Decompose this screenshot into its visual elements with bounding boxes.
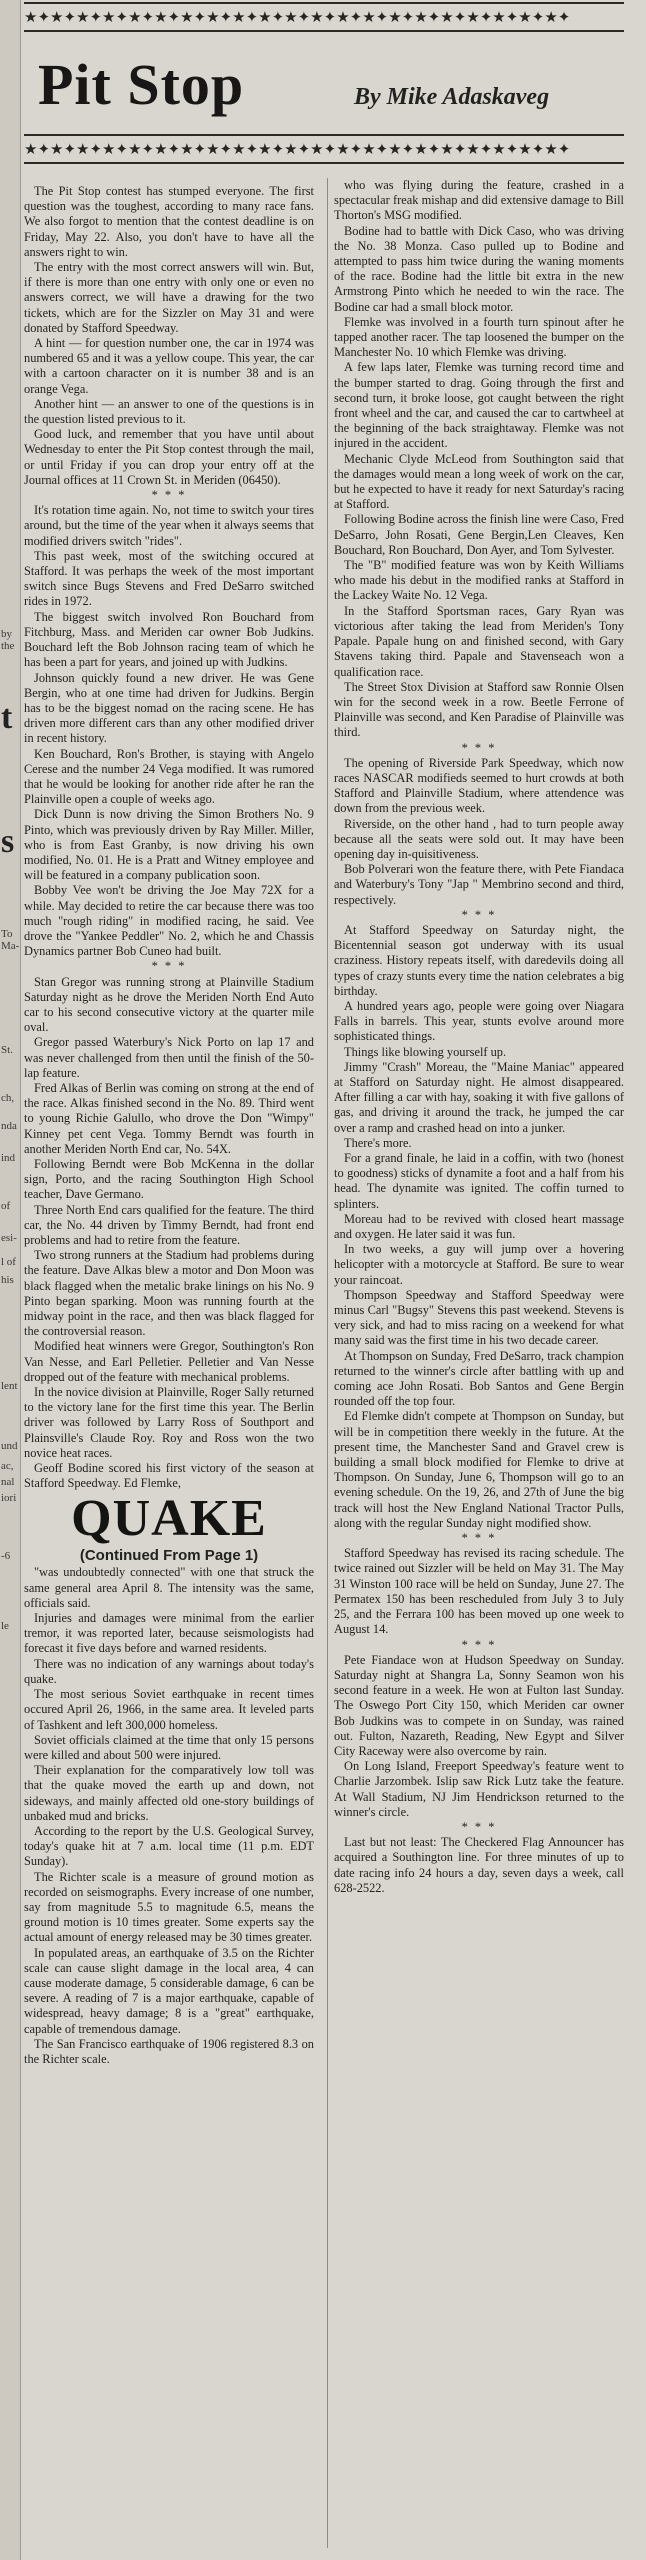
clipped-text-fragment: -6 bbox=[1, 1550, 11, 1562]
column-title: Pit Stop bbox=[38, 52, 245, 117]
quake-paragraph: Their explanation for the comparatively low toll was that the quake moved the earth up and down, not sideways, and mainly affected old one-story buildings of unbaked mud and bricks. bbox=[24, 1763, 314, 1823]
paragraph: Bodine had to battle with Dick Caso, who was driving the No. 38 Monza. Caso pulled up to Bodine and attempted to pass him twice during the waning moments of the race. Bodine had the little bit extra in the new Armstrong Pinto which he needed to win the race. The Bodine car had a small block motor. bbox=[334, 223, 624, 314]
clipped-text-fragment: ch, bbox=[1, 1092, 15, 1104]
quake-continued-label: (Continued From Page 1) bbox=[79, 1547, 259, 1565]
masthead-rule-3 bbox=[24, 134, 624, 136]
paragraph: Moreau had to be revived with closed heart massage and oxygen. He later said it was fun. bbox=[334, 1211, 624, 1242]
quake-paragraph: The Richter scale is a measure of ground motion as recorded on seismographs. Every increase of one number, say from magnitude 5.5 to magnitude 6.5, means the ground motion is 10 times greater. Some experts say the actual amount of energy released may be 30 times greater. bbox=[24, 1869, 314, 1945]
section-separator: * * * bbox=[461, 1531, 497, 1546]
paragraph: In the novice division at Plainville, Roger Sally returned to the victory lane for the first time this year. The Berlin driver was followed by Larry Ross of Southport and Plainsville's Claude Roy. Roy and Ross won the two novice heat races. bbox=[24, 1385, 314, 1460]
paragraph: Dick Dunn is now driving the Simon Brothers No. 9 Pinto, which was previously driven by Ray Miller. Miller, who is from East Granby, is now driving his own modified, No. 01. He is a Pratt and Witney employee and will be featured in a company publication soon. bbox=[24, 807, 314, 883]
byline: By Mike Adaskaveg bbox=[354, 84, 550, 110]
paragraph: Johnson quickly found a new driver. He was Gene Bergin, who at one time had driven for Judkins. Bergin has to be the biggest nomad on the racing scene. He has driven more different cars than any other modified driver in recent history. bbox=[24, 670, 314, 746]
paragraph: In the Stafford Sportsman races, Gary Ryan was victorious after taking the lead from Meriden's Tony Papale. Papale hung on and finished second, with Gary Stavens taking third. Papale and Stavenseach won a qualification race. bbox=[334, 603, 624, 679]
column-divider bbox=[327, 178, 328, 2548]
quake-paragraph: Injuries and damages were minimal from the earlier tremor, it was reported later, because seismologists had forecast it five days before and warned residents. bbox=[24, 1611, 314, 1656]
paragraph: The biggest switch involved Ron Bouchard from Fitchburg, Mass. and Meriden car owner Bob Judkins. Bouchard left the Bob Johnson racing team of which he has been a part for years, and joined up with Judkins. bbox=[24, 609, 314, 670]
quake-paragraph: "was undoubtedly connected" with one that struck the same general area April 8. The intensity was the same, officials said. bbox=[24, 1565, 314, 1610]
paragraph: Last but not least: The Checkered Flag Announcer has acquired a Southington line. For three minutes of up to date racing info 24 hours a day, seven days a week, call 628-2522. bbox=[334, 1835, 624, 1895]
clipped-text-fragment: t bbox=[1, 700, 13, 736]
quake-paragraph: There was no indication of any warnings about today's quake. bbox=[24, 1656, 314, 1686]
masthead-ornament-rule-bottom: ★✦★✦★✦★✦★✦★✦★✦★✦★✦★✦★✦★✦★✦★✦★✦★✦★✦★✦★✦★✦★✦ bbox=[24, 140, 571, 158]
clipped-text-fragment: ac, bbox=[1, 1460, 14, 1472]
paragraph: Modified heat winners were Gregor, Southington's Ron Van Nesse, and Earl Pelletier. Pelletier and Van Nesse dropped out of the feature with mechanical problems. bbox=[24, 1339, 314, 1384]
paragraph: There's more. bbox=[344, 1135, 412, 1150]
paragraph: Following Berndt were Bob McKenna in the dollar sign, Porto, and the racing Southington High School teacher, Dave Germano. bbox=[24, 1157, 314, 1202]
paragraph: Stan Gregor was running strong at Plainville Stadium Saturday night as he drove the Meriden North End Auto car to his second consecutive victory at the quarter mile oval. bbox=[24, 974, 314, 1035]
quake-paragraph: Soviet officials claimed at the time that only 15 persons were killed and about 500 were injured. bbox=[24, 1732, 314, 1762]
paragraph: Geoff Bodine scored his first victory of the season at Stafford Speedway. Ed Flemke, bbox=[24, 1461, 314, 1491]
paragraph: Another hint — an answer to one of the questions is in the question listed previous to it. bbox=[24, 396, 314, 427]
paragraph: who was flying during the feature, crashed in a spectacular freak mishap and did extensive damage to Bill Thorton's MSG modified. bbox=[334, 178, 624, 223]
paragraph: The opening of Riverside Park Speedway, which now races NASCAR modifieds seemed to hurt crowds at both Stafford and Plainville Stadium, where attendence was down from the previous week. bbox=[334, 755, 624, 816]
paragraph: The entry with the most correct answers will win. But, if there is more than one entry with only one or even no answers correct, we will have a drawing for the two tickets, which are for the Sizzler on May 31 and were donated by Stafford Speedway. bbox=[24, 260, 314, 335]
masthead-bottom-rule bbox=[24, 162, 624, 164]
paragraph: Three North End cars qualified for the feature. The third car, the No. 44 driven by Timmy Berndt, had front end problems and had to retire from the feature. bbox=[24, 1202, 314, 1248]
quake-paragraph: The most serious Soviet earthquake in recent times occured April 26, 1966, in the same area. It leveled parts of Tashkent and left 300,000 homeless. bbox=[24, 1687, 314, 1732]
clipped-text-fragment: le bbox=[1, 1620, 9, 1632]
paragraph: Pete Fiandace won at Hudson Speedway on Sunday. Saturday night at Shangra La, Sonny Seamon won his second feature in a week. He won at Fulton last Sunday. The Oswego Port City 150, which Meriden car owner Bob Judkins was to compete in on Sunday, was rained out. Fulton, Nazareth, Reading, New Egypt and Silver City Raceway were also overcome by rain. bbox=[334, 1652, 624, 1758]
article-column-2 bbox=[334, 178, 624, 1896]
paragraph: At Thompson on Sunday, Fred DeSarro, track champion returned to the winner's circle after battling with up and coming ace John Rosati. Bob Santos and Gene Bergin rounded off the top four. bbox=[334, 1348, 624, 1409]
paragraph: Following Bodine across the finish line were Caso, Fred DeSarro, John Rosati, Gene Bergin,Len Cleaves, Ken Bouchard, Ron Bouchard, Don Ayer, and Tom Sylvester. bbox=[334, 512, 624, 557]
paragraph: It's rotation time again. No, not time to switch your tires around, but the time of the year when it always seems that modified drivers switch "rides". bbox=[24, 503, 314, 548]
paragraph: The Pit Stop contest has stumped everyone. The first question was the toughest, according to many race fans. We also forgot to mention that the contest deadline is on Friday, May 22. Also, you don't have to have all the answers right to win. bbox=[24, 184, 314, 259]
article-column-1 bbox=[24, 184, 314, 2067]
masthead-rule-2 bbox=[24, 30, 624, 32]
clipped-text-fragment: iori bbox=[1, 1492, 17, 1504]
paragraph: Riverside, on the other hand , had to turn people away because all the seats were sold out. It may have been opening day in-quisitiveness. bbox=[334, 816, 624, 861]
section-separator: * * * bbox=[151, 959, 187, 974]
section-separator: * * * bbox=[461, 740, 497, 755]
paragraph: Two strong runners at the Stadium had problems during the feature. Dave Alkas blew a motor and Don Moon was black flagged when the metalic brake linings on his No. 9 Pinto began sparking. Moon was running fourth at the midway point in the race, and then was black flagged for the controversial reason. bbox=[24, 1248, 314, 1339]
masthead-top-rule bbox=[24, 2, 624, 4]
clipped-text-fragment: lent bbox=[1, 1380, 18, 1392]
clipped-text-fragment: by bbox=[1, 628, 12, 640]
clipped-text-fragment: s bbox=[1, 824, 15, 860]
clipped-text-fragment: nal bbox=[1, 1476, 15, 1488]
paragraph: The "B" modified feature was won by Keith Williams who made his debut in the modified ranks at Stafford in the Lackey Waite No. 12 Vega. bbox=[334, 558, 624, 603]
paragraph: Ken Bouchard, Ron's Brother, is staying with Angelo Cerese and the number 24 Vega modified. It was rumored that he would be looking for another ride after he ran the Plainville open a couple of weeks ago. bbox=[24, 746, 314, 807]
paragraph: Things like blowing yourself up. bbox=[344, 1044, 507, 1059]
paragraph: The Street Stox Division at Stafford saw Ronnie Olsen win for the second week in a row. Beetle Ferrone of Plainville was second, and Ken Paradise of Plainville was third. bbox=[334, 679, 624, 740]
paragraph: This past week, most of the switching occured at Stafford. It was perhaps the week of the most important switch since Bugs Stevens and Fred DeSarro switched rides in 1972. bbox=[24, 548, 314, 609]
paragraph: Stafford Speedway has revised its racing schedule. The twice rained out Sizzler will be held on May 31. The May 31 Winston 100 race will be held on Sunday, June 27. The Permatex 150 has been rescheduled from July 3 to July 25, and the Ferrara 100 has been moved up one week to August 14. bbox=[334, 1546, 624, 1637]
clipped-text-fragment: Ma- bbox=[1, 940, 20, 952]
column-masthead bbox=[24, 0, 624, 168]
section-separator: * * * bbox=[461, 1637, 497, 1652]
quake-headline: QUAKE bbox=[71, 1490, 267, 1548]
clipped-text-fragment: l of bbox=[1, 1256, 16, 1268]
paragraph: Flemke was involved in a fourth turn spinout after he tapped another racer. The tap loosened the bumper on the Manchester No. 10 which Flemke was driving. bbox=[334, 314, 624, 360]
paragraph: A few laps later, Flemke was turning record time and the bumper started to drag. Going through the first and second turn, it broke loose, got caught between the right front wheel and the car, and caused the car to cartwheel at the beginning of the back straightaway. Flemke was not injured in the accident. bbox=[334, 360, 624, 451]
paragraph: Ed Flemke didn't compete at Thompson on Sunday, but will be in competition there weekly in the future. At the present time, the Manchester Sand and Gravel crew is building a small block modified for Flemke to drive at Thompson. On Sunday, June 6, Thompson will go to an evening schedule. On the 19, 26, and 27th of June the big track will host the New England National Tractor Pulls, along with the regular Sunday night modified show. bbox=[334, 1409, 624, 1530]
section-separator: * * * bbox=[151, 488, 187, 503]
paragraph: Bob Polverari won the feature there, with Pete Fiandaca and Waterbury's Tony "Jap " Membrino second and third, respectively. bbox=[334, 862, 624, 907]
clipped-text-fragment: St. bbox=[1, 1044, 13, 1056]
paragraph: In two weeks, a guy will jump over a hovering helicopter with a motorcycle at Stafford. Be sure to wear your raincoat. bbox=[334, 1242, 624, 1287]
paragraph: Mechanic Clyde McLeod from Southington said that the damages would mean a long week of work on the car, but he expected to have it ready for next Saturday's racing at Stafford. bbox=[334, 451, 624, 512]
paragraph: Jimmy "Crash" Moreau, the "Maine Maniac" appeared at Stafford on Saturday night. He almost disappeared. After filling a car with hay, soaking it with five gallons of gas, and driving it around the track, he jumped the car over a ramp and crashed head on into a junker. bbox=[334, 1059, 624, 1135]
clipped-text-fragment: To bbox=[1, 928, 13, 940]
paragraph: Fred Alkas of Berlin was coming on strong at the end of the race. Alkas finished second in the No. 89. Third went to young Richie Galullo, who drove the Don "Wimpy" Kinney pet cent Vega. Tommy Berndt was fourth in another Meriden North End car, No. 54X. bbox=[24, 1080, 314, 1156]
paragraph: A hint — for question number one, the car in 1974 was numbered 65 and it was a yellow coupe. This year, the car with a cartoon character on it is number 38 and is an orange Vega. bbox=[24, 336, 314, 396]
paragraph: Good luck, and remember that you have until about Wednesday to enter the Pit Stop contest through the mail, or until Friday if you can drop your entry off at the Journal offices at 11 Crown St. in Meriden (06450). bbox=[24, 427, 314, 487]
section-separator: * * * bbox=[461, 907, 497, 922]
section-separator: * * * bbox=[461, 1819, 497, 1834]
clipped-text-fragment: nda bbox=[1, 1120, 17, 1132]
quake-paragraph: According to the report by the U.S. Geological Survey, today's quake hit at 7 a.m. local time (11 p.m. EDT Sunday). bbox=[24, 1823, 314, 1869]
paragraph: Gregor passed Waterbury's Nick Porto on lap 17 and was never challenged from then until the finish of the 50-lap feature. bbox=[24, 1035, 314, 1080]
paragraph: Thompson Speedway and Stafford Speedway were minus Carl "Bugsy" Stevens this past weekend. Stevens is very sick, and had to miss racing on a weekend for what many said was the first time in his two decade career. bbox=[334, 1287, 624, 1348]
quake-paragraph: The San Francisco earthquake of 1906 registered 8.3 on the Richter scale. bbox=[24, 2036, 314, 2066]
clipped-text-fragment: esi- bbox=[1, 1232, 17, 1244]
masthead-ornament-rule-top: ★✦★✦★✦★✦★✦★✦★✦★✦★✦★✦★✦★✦★✦★✦★✦★✦★✦★✦★✦★✦★✦ bbox=[24, 8, 571, 26]
clipped-text-fragment: of bbox=[1, 1200, 11, 1212]
clipped-text-fragment: und bbox=[1, 1440, 18, 1452]
paragraph: Bobby Vee won't be driving the Joe May 72X for a while. May decided to retire the car because there was too much "rough riding" in modified racing, he said. Vee drove the "Yankee Peddler" No. 2, which he and Chassis Dynamics partner Bob Cuneo had built. bbox=[24, 883, 314, 959]
clipped-text-fragment: his bbox=[1, 1274, 14, 1286]
paragraph: A hundred years ago, people were going over Niagara Falls in barrels. This year, stunts evolve around more sophisticated things. bbox=[334, 998, 624, 1044]
clipped-text-fragment: the bbox=[1, 640, 15, 652]
paragraph: For a grand finale, he laid in a coffin, with two (honest to goodness) sticks of dynamite a foot and a half from his head. The dynamite was ignited. The coffin turned to splinters. bbox=[334, 1151, 624, 1211]
paragraph: On Long Island, Freeport Speedway's feature went to Charlie Jarzombek. Islip saw Rick Lutz take the feature. At Wall Stadium, NJ Jim Hendrickson returned to the winner's circle. bbox=[334, 1759, 624, 1819]
paragraph: At Stafford Speedway on Saturday night, the Bicentennial season got underway with its usual craziness. History repeats itself, with daredevils doing all types of crazy stunts every time the nation celebrates a big birthday. bbox=[334, 922, 624, 998]
clipped-text-fragment: ind bbox=[1, 1152, 16, 1164]
quake-paragraph: In populated areas, an earthquake of 3.5 on the Richter scale can cause slight damage in the local area, 4 can cause moderate damage, 5 considerable damage, 6 can be severe. A reading of 7 is a major earthquake, capable of widespread, heavy damage; 8 is a "great" earthquake, capable of tremendous damage. bbox=[24, 1945, 314, 2036]
